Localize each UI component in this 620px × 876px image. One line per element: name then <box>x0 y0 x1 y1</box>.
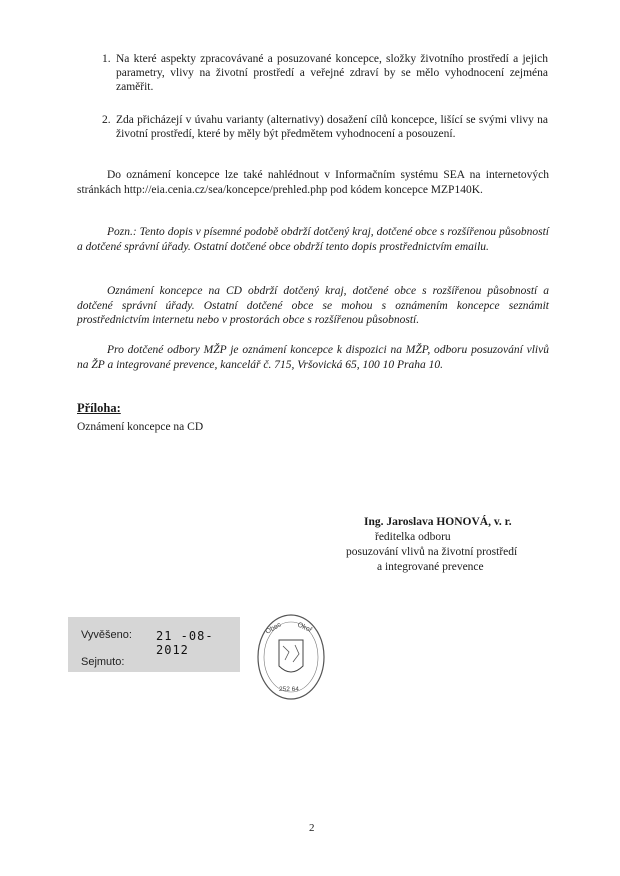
municipal-seal-icon <box>255 612 327 702</box>
page-number: 2 <box>309 822 315 834</box>
svg-text:252 64: 252 64 <box>279 686 299 693</box>
list-text: Zda přicházejí v úvahu varianty (alternativy) dosažení cílů koncepce, lišící se svými vlivy na životní prostředí, které by měly být předmětem vyhodnocení a posouzení. <box>116 114 548 140</box>
info-paragraph: Do oznámení koncepce lze také nahlédnout v Informačním systému SEA na internetových stránkách http://eia.cenia.cz/sea/koncepce/prehled.php pod kódem koncepce MZP140K. <box>77 169 549 196</box>
list-number: 1. <box>102 53 111 65</box>
list-item <box>102 52 548 94</box>
svg-text:Obec: Obec <box>264 621 283 636</box>
posted-label: Vyvěšeno: <box>81 629 132 641</box>
signature-department: posuzování vlivů na životní prostředí <box>346 546 518 558</box>
list-item <box>102 113 548 141</box>
posted-date: 21 -08- 2012 <box>156 629 214 657</box>
signature-department-2: a integrované prevence <box>377 561 484 573</box>
note-paragraph: Pozn.: Tento dopis v písemné podobě obdrží dotčený kraj, dotčené obce s rozšířenou působností a dotčené správní úřady. Ostatní dotčené obce obdrží tento dopis prostřednictvím emailu. <box>77 226 549 253</box>
list-number: 2. <box>102 114 111 126</box>
posting-stamp <box>68 617 240 672</box>
departments-paragraph: Pro dotčené odbory MŽP je oznámení koncepce k dispozici na MŽP, odboru posuzování vlivů na ŽP a integrované prevence, kancelář č. 715, Vršovická 65, 100 10 Praha 10. <box>77 344 549 371</box>
cd-paragraph: Oznámení koncepce na CD obdrží dotčený kraj, dotčené obce s rozšířenou působností a dotčené správní úřady. Ostatní dotčené obce se mohou s oznámením koncepce seznámit prostřednictvím internetu nebo v prostorách obce s rozšířenou působností. <box>77 285 549 326</box>
svg-text:Okoř: Okoř <box>296 621 313 635</box>
signature-title: ředitelka odboru <box>375 531 451 543</box>
removed-label: Sejmuto: <box>81 656 125 668</box>
attachment-text: Oznámení koncepce na CD <box>77 421 204 433</box>
signature-name: Ing. Jaroslava HONOVÁ, v. r. <box>364 516 512 528</box>
list-text: Na které aspekty zpracovávané a posuzované koncepce, složky životního prostředí a jejich parametry, vlivy na životní prostředí a veřejné zdraví by se mělo vyhodnocení zejména zaměřit. <box>116 53 548 93</box>
attachment-title: Příloha: <box>77 401 121 415</box>
